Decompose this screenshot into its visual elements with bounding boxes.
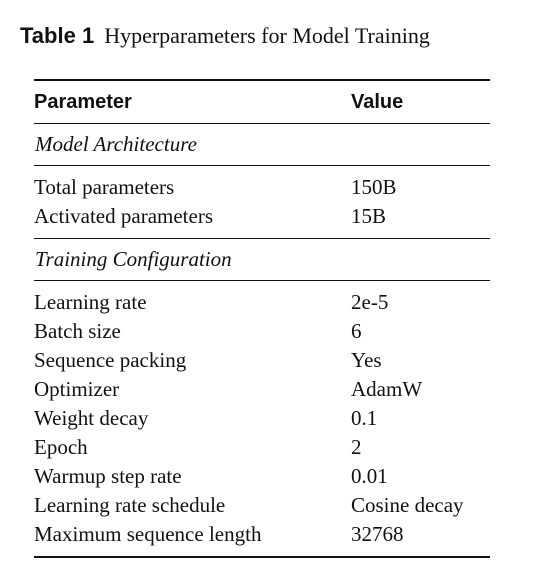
value-cell: 150B — [351, 175, 397, 199]
parameter-cell: Warmup step rate — [34, 464, 182, 488]
parameter-cell: Maximum sequence length — [34, 520, 351, 557]
parameter-cell: Learning rate schedule — [34, 493, 226, 517]
table-row — [34, 462, 490, 491]
parameter-cell: Weight decay — [34, 406, 149, 430]
value-cell: 15B — [351, 202, 490, 239]
table-row — [34, 433, 490, 462]
table-row — [34, 202, 490, 239]
table-row — [34, 375, 490, 404]
table-header-row — [34, 80, 490, 124]
table-caption — [20, 22, 430, 50]
value-cell: 0.1 — [351, 406, 378, 430]
value-cell: 2 — [351, 435, 362, 459]
parameter-cell: Batch size — [34, 319, 121, 343]
table-title: Hyperparameters for Model Training — [104, 23, 430, 48]
parameter-cell: Epoch — [34, 435, 88, 459]
parameter-cell: Optimizer — [34, 377, 120, 401]
value-cell: 2e-5 — [351, 290, 389, 314]
table-row — [34, 317, 490, 346]
value-cell: Yes — [351, 348, 382, 372]
value-cell: 6 — [351, 319, 362, 343]
parameter-cell: Total parameters — [34, 175, 175, 199]
table-row — [34, 281, 490, 318]
value-cell: 32768 — [351, 520, 490, 557]
column-header-value: Value — [351, 80, 490, 124]
value-cell: Cosine decay — [351, 493, 464, 517]
section-row — [34, 239, 490, 281]
hyperparameter-table — [34, 79, 490, 558]
parameter-cell: Sequence packing — [34, 348, 187, 372]
parameter-cell: Activated parameters — [34, 202, 351, 239]
value-cell: 0.01 — [351, 464, 388, 488]
value-cell: AdamW — [351, 377, 423, 401]
table-row — [34, 491, 490, 520]
table-row — [34, 166, 490, 203]
section-title-training-configuration: Training Configuration — [34, 239, 490, 281]
parameter-cell: Learning rate — [34, 290, 147, 314]
table-row — [34, 346, 490, 375]
section-row — [34, 124, 490, 166]
table-row — [34, 404, 490, 433]
column-header-parameter: Parameter — [34, 80, 351, 124]
table-label: Table 1 — [20, 23, 95, 48]
table-row — [34, 520, 490, 557]
section-title-model-architecture: Model Architecture — [34, 124, 490, 166]
